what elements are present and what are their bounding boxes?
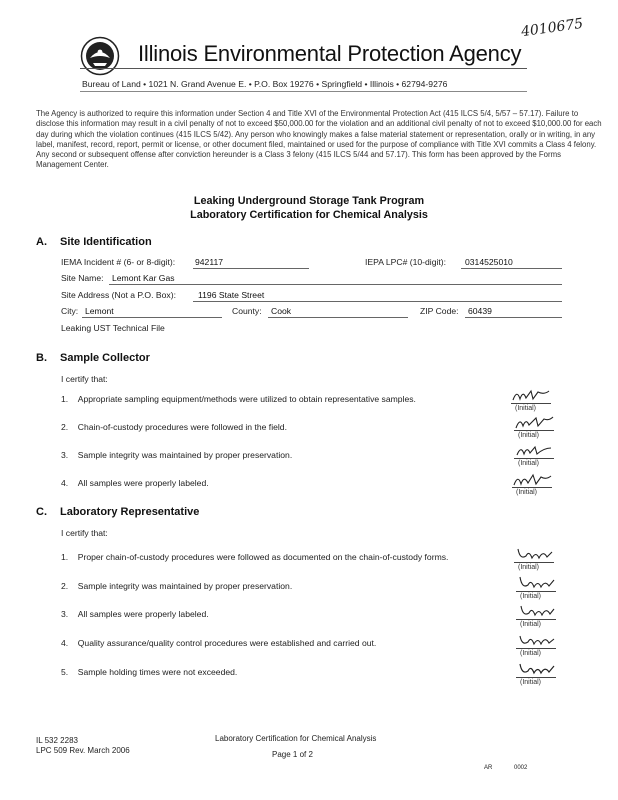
item-text: Sample integrity was maintained by proper preservation. (77, 450, 293, 460)
county-label: County: (232, 306, 262, 316)
initial-signature (511, 387, 551, 403)
item-number: 4. (61, 478, 69, 488)
item-number: 1. (61, 394, 69, 404)
form-title: Laboratory Certification for Chemical Analysis (190, 209, 428, 221)
corner-number: 0002 (514, 765, 528, 771)
item-number: 3. (61, 450, 69, 460)
initial-line (516, 619, 556, 620)
list-item (61, 422, 287, 432)
section-b-certify: I certify that: (61, 374, 108, 384)
initial-label: (Initial) (520, 593, 542, 600)
footer-title: Laboratory Certification for Chemical Analysis (215, 734, 377, 743)
initial-line (514, 430, 554, 431)
list-item (61, 609, 209, 619)
list-item (61, 450, 292, 460)
item-text: Chain-of-custody procedures were followed in the field. (77, 422, 287, 432)
section-b-heading (36, 352, 150, 364)
section-c-letter: C. (36, 506, 47, 518)
item-text: Sample holding times were not exceeded. (77, 667, 238, 677)
item-text: All samples were properly labeled. (77, 609, 209, 619)
county-value[interactable]: Cook (271, 306, 292, 316)
item-text: Sample integrity was maintained by proper preservation. (77, 581, 293, 591)
initial-signature (514, 442, 554, 458)
iepa-label: IEPA LPC# (10-digit): (365, 257, 447, 267)
initial-signature (516, 632, 556, 648)
handwritten-number: 4010675 (520, 15, 585, 41)
header-rule (80, 68, 527, 69)
legal-notice: The Agency is authorized to require this information under Section 4 and Title XVI of the Environmental Protection Act (415 ILCS 5/4, 5/57 – 57.17). Failure to disclose this information may result in a civil penalty of not to exceed $50,000.00 for the violation and an additional civil penalty of not to exceed $10,000.00 for each day during which the violation continues (415 ILCS 5/42). Any person who knowingly makes a false material statement or representation, orally or in writing, in any label, manifest, record, report, permit or license, or other document filed, maintained or used for the purpose of compliance with Title XVI commits a Class 4 felony. Any second or subsequent offense after conviction hereunder is a Class 3 felony (415 ILCS 5/44 and 57.17). This form has been approved by the Forms Management Center. (36, 109, 602, 170)
program-title: Leaking Underground Storage Tank Program (193, 195, 425, 207)
file-note: Leaking UST Technical File (61, 323, 165, 333)
list-item (61, 478, 209, 488)
city-label: City: (61, 306, 79, 316)
iema-incident-value[interactable]: 942117 (195, 257, 224, 267)
site-address-label: Site Address (Not a P.O. Box): (61, 290, 176, 300)
initial-signature (514, 546, 554, 562)
item-number: 1. (61, 552, 69, 562)
site-name-value[interactable]: Lemont Kar Gas (112, 273, 175, 283)
initial-line (514, 562, 554, 563)
form-number: IL 532 2283 (36, 736, 78, 745)
list-item (61, 667, 237, 677)
initial-label: (Initial) (516, 489, 538, 496)
initial-signature (516, 661, 556, 677)
item-text: Appropriate sampling equipment/methods were utilized to obtain representative samples. (77, 394, 416, 404)
zip-value[interactable]: 60439 (468, 306, 492, 316)
section-b-title: Sample Collector (60, 352, 150, 364)
section-a-letter: A. (36, 236, 47, 248)
initial-label: (Initial) (518, 564, 540, 571)
initial-label: (Initial) (520, 650, 542, 657)
section-b-letter: B. (36, 352, 47, 364)
agency-title: Illinois Environmental Protection Agency (138, 41, 522, 66)
item-text: All samples were properly labeled. (77, 478, 209, 488)
item-number: 2. (61, 581, 69, 591)
list-item (61, 394, 416, 404)
site-name-underline (109, 284, 562, 285)
item-text: Quality assurance/quality control procedures were established and carried out. (77, 638, 377, 648)
initial-label: (Initial) (518, 460, 540, 467)
section-c-heading (36, 506, 199, 518)
agency-seal-icon (80, 36, 120, 76)
section-c-certify: I certify that: (61, 528, 108, 538)
list-item (61, 552, 448, 562)
iema-underline (193, 268, 309, 269)
initial-line (514, 458, 554, 459)
address-rule (80, 91, 527, 92)
page-number: Page 1 of 2 (272, 750, 313, 759)
county-underline (268, 317, 408, 318)
initial-line (516, 677, 556, 678)
initial-label: (Initial) (518, 432, 540, 439)
list-item (61, 638, 376, 648)
iema-label: IEMA Incident # (6- or 8-digit): (61, 257, 176, 267)
section-a-heading (36, 236, 152, 248)
iepa-lpc-value[interactable]: 0314525010 (465, 257, 513, 267)
site-address-underline (193, 301, 562, 302)
item-number: 4. (61, 638, 69, 648)
form-revision: LPC 509 Rev. March 2006 (36, 746, 130, 755)
initial-line (511, 403, 551, 404)
section-c-title: Laboratory Representative (60, 506, 200, 518)
section-a-title: Site Identification (60, 236, 152, 248)
item-number: 2. (61, 422, 69, 432)
zip-underline (465, 317, 562, 318)
corner-mark: AR (484, 765, 493, 771)
initial-signature (512, 471, 552, 487)
initial-signature (516, 603, 556, 619)
zip-label: ZIP Code: (420, 306, 459, 316)
list-item (61, 581, 292, 591)
item-number: 3. (61, 609, 69, 619)
iepa-underline (461, 268, 562, 269)
site-name-label: Site Name: (61, 273, 104, 283)
initial-label: (Initial) (515, 405, 537, 412)
initial-signature (516, 575, 556, 591)
item-number: 5. (61, 667, 69, 677)
initial-line (512, 487, 552, 488)
city-value[interactable]: Lemont (85, 306, 114, 316)
site-address-value[interactable]: 1196 State Street (198, 290, 265, 300)
initial-label: (Initial) (520, 679, 542, 686)
initial-signature (514, 414, 554, 430)
initial-label: (Initial) (520, 621, 542, 628)
city-underline (82, 317, 222, 318)
initial-line (516, 648, 556, 649)
agency-address: Bureau of Land • 1021 N. Grand Avenue E. • P.O. Box 19276 • Springfield • Illinois • 62794-9276 (82, 79, 448, 89)
initial-line (516, 591, 556, 592)
item-text: Proper chain-of-custody procedures were followed as documented on the chain-of-custody forms. (77, 552, 449, 562)
